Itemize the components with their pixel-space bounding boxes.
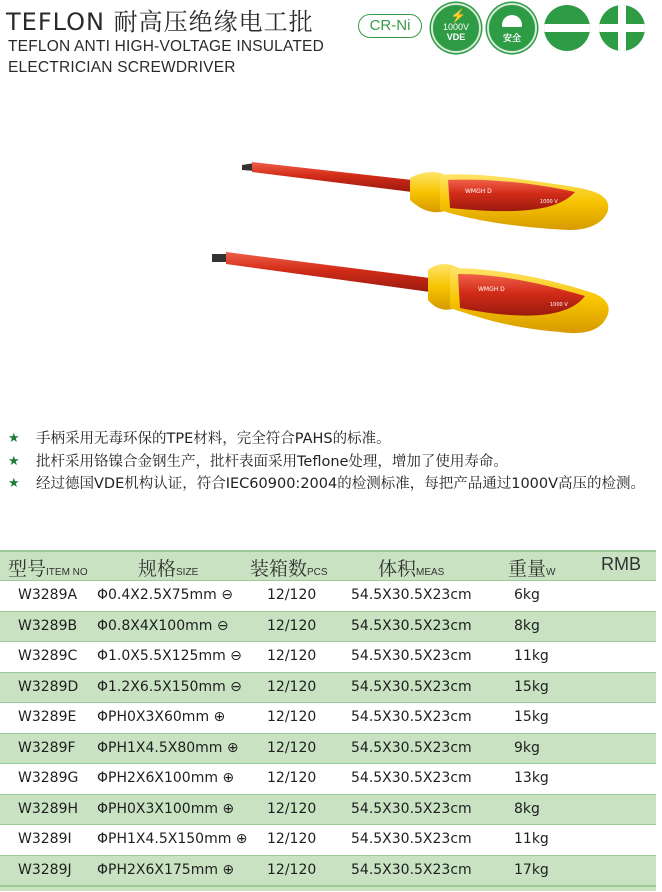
page-title-cn: TEFLON 耐高压绝缘电工批	[6, 8, 314, 36]
svg-text:1000 V: 1000 V	[550, 302, 568, 308]
header-size: 规格SIZE	[138, 558, 199, 580]
table-row	[0, 856, 656, 887]
table-row	[0, 795, 656, 826]
svg-text:1000 V: 1000 V	[540, 199, 558, 205]
cell-meas: 54.5X30.5X23cm	[351, 831, 472, 847]
table-row	[0, 734, 656, 765]
table-row	[0, 581, 656, 612]
page-title-en	[8, 36, 324, 78]
helmet-icon	[502, 15, 522, 27]
header-price: RMB	[601, 554, 641, 574]
cell-model: W3289I	[18, 831, 72, 847]
cell-meas: 54.5X30.5X23cm	[351, 709, 472, 725]
cell-pcs: 12/120	[267, 800, 317, 817]
table-row	[0, 764, 656, 795]
cell-pcs: 12/120	[267, 648, 317, 664]
header-weight: 重量W	[508, 558, 556, 580]
cell-model: W3289C	[18, 648, 78, 664]
cell-pcs: 12/120	[267, 617, 317, 634]
cell-size: ΦPH1X4.5X80mm ⊕	[97, 739, 239, 756]
table-row	[0, 642, 656, 673]
cell-meas: 54.5X30.5X23cm	[351, 617, 472, 634]
cell-model: W3289G	[18, 770, 79, 786]
lightning-bolt-icon: ⚡	[450, 8, 467, 23]
safety-label: 安全	[502, 33, 521, 43]
cell-meas: 54.5X30.5X23cm	[351, 587, 472, 603]
spec-table	[0, 550, 656, 891]
cell-size: ΦPH0X3X60mm ⊕	[97, 709, 226, 725]
cell-weight: 13kg	[514, 770, 549, 786]
cell-weight: 11kg	[514, 648, 549, 664]
cell-meas: 54.5X30.5X23cm	[351, 648, 472, 664]
cell-weight: 9kg	[514, 739, 540, 756]
cell-weight: 17kg	[514, 861, 549, 878]
vde-voltage-label: 1000V	[442, 22, 470, 32]
phillips-tip-icon	[599, 5, 645, 51]
feature-list	[8, 428, 660, 496]
cell-meas: 54.5X30.5X23cm	[351, 800, 472, 817]
cell-weight: 11kg	[514, 831, 549, 847]
cell-model: W3289H	[18, 800, 78, 817]
cell-pcs: 12/120	[267, 739, 317, 756]
vde-badge	[431, 3, 481, 53]
cell-model: W3289A	[18, 587, 78, 603]
table-row	[0, 673, 656, 704]
header-pcs: 装箱数PCS	[250, 558, 328, 580]
cell-meas: 54.5X30.5X23cm	[351, 678, 472, 695]
cell-model: W3289D	[18, 678, 79, 695]
cell-pcs: 12/120	[267, 861, 317, 878]
cell-size: Φ1.0X5.5X125mm ⊖	[97, 648, 242, 664]
star-icon: ★	[8, 453, 20, 469]
screwdriver-phillips	[242, 162, 608, 230]
cell-meas: 54.5X30.5X23cm	[351, 861, 472, 878]
header-meas: 体积MEAS	[378, 558, 445, 580]
cell-model: W3289E	[18, 709, 77, 725]
table-header	[0, 550, 656, 581]
cell-size: Φ0.8X4X100mm ⊖	[97, 617, 229, 634]
feature-item	[8, 473, 660, 496]
cell-meas: 54.5X30.5X23cm	[351, 770, 472, 786]
screwdriver-slotted	[212, 252, 609, 333]
feature-text: 批杆采用铬镍合金钢生产，批杆表面采用Teflone处理，增加了使用寿命。	[36, 453, 508, 470]
table-bottom-rule	[0, 886, 656, 891]
feature-item	[8, 428, 660, 451]
cell-model: W3289J	[18, 861, 72, 878]
feature-item	[8, 451, 660, 474]
feature-text: 经过德国VDE机构认证，符合IEC60900:2004的检测标准，每把产品通过1000V高压的检测。	[36, 476, 646, 492]
cell-size: Φ1.2X6.5X150mm ⊖	[97, 678, 242, 695]
cell-weight: 6kg	[514, 587, 540, 603]
cell-weight: 8kg	[514, 617, 540, 634]
cell-meas: 54.5X30.5X23cm	[351, 739, 472, 756]
slotted-tip-icon	[544, 5, 590, 51]
cell-size: ΦPH0X3X100mm ⊕	[97, 800, 235, 817]
cell-size: ΦPH2X6X100mm ⊕	[97, 770, 235, 786]
safety-badge	[487, 3, 537, 53]
title-en-line1: TEFLON ANTI HIGH-VOLTAGE INSULATED	[8, 38, 324, 55]
product-image	[200, 150, 620, 350]
table-row	[0, 703, 656, 734]
cell-pcs: 12/120	[267, 709, 317, 725]
title-en-line2: ELECTRICIAN SCREWDRIVER	[8, 59, 236, 76]
cell-model: W3289B	[18, 617, 78, 634]
cell-size: ΦPH2X6X175mm ⊕	[97, 861, 235, 878]
cell-weight: 15kg	[514, 709, 549, 725]
feature-text: 手柄采用无毒环保的TPE材料，完全符合PAHS的标准。	[36, 431, 391, 447]
cell-model: W3289F	[18, 739, 76, 756]
material-tag: CR-Ni	[358, 14, 422, 38]
cell-weight: 8kg	[514, 800, 540, 817]
cell-weight: 15kg	[514, 678, 549, 695]
header-model: 型号ITEM NO	[8, 558, 88, 580]
svg-text:WMGH D: WMGH D	[478, 286, 505, 293]
table-row	[0, 612, 656, 643]
cell-size: Φ0.4X2.5X75mm ⊖	[97, 587, 234, 603]
cell-size: ΦPH1X4.5X150mm ⊕	[97, 831, 248, 847]
cell-pcs: 12/120	[267, 587, 317, 603]
star-icon: ★	[8, 476, 20, 491]
cell-pcs: 12/120	[267, 831, 317, 847]
vde-label: VDE	[446, 32, 466, 42]
table-row	[0, 825, 656, 856]
svg-text:WMGH D: WMGH D	[465, 188, 492, 195]
cell-pcs: 12/120	[267, 678, 317, 695]
cell-pcs: 12/120	[267, 770, 317, 786]
star-icon: ★	[8, 431, 20, 446]
